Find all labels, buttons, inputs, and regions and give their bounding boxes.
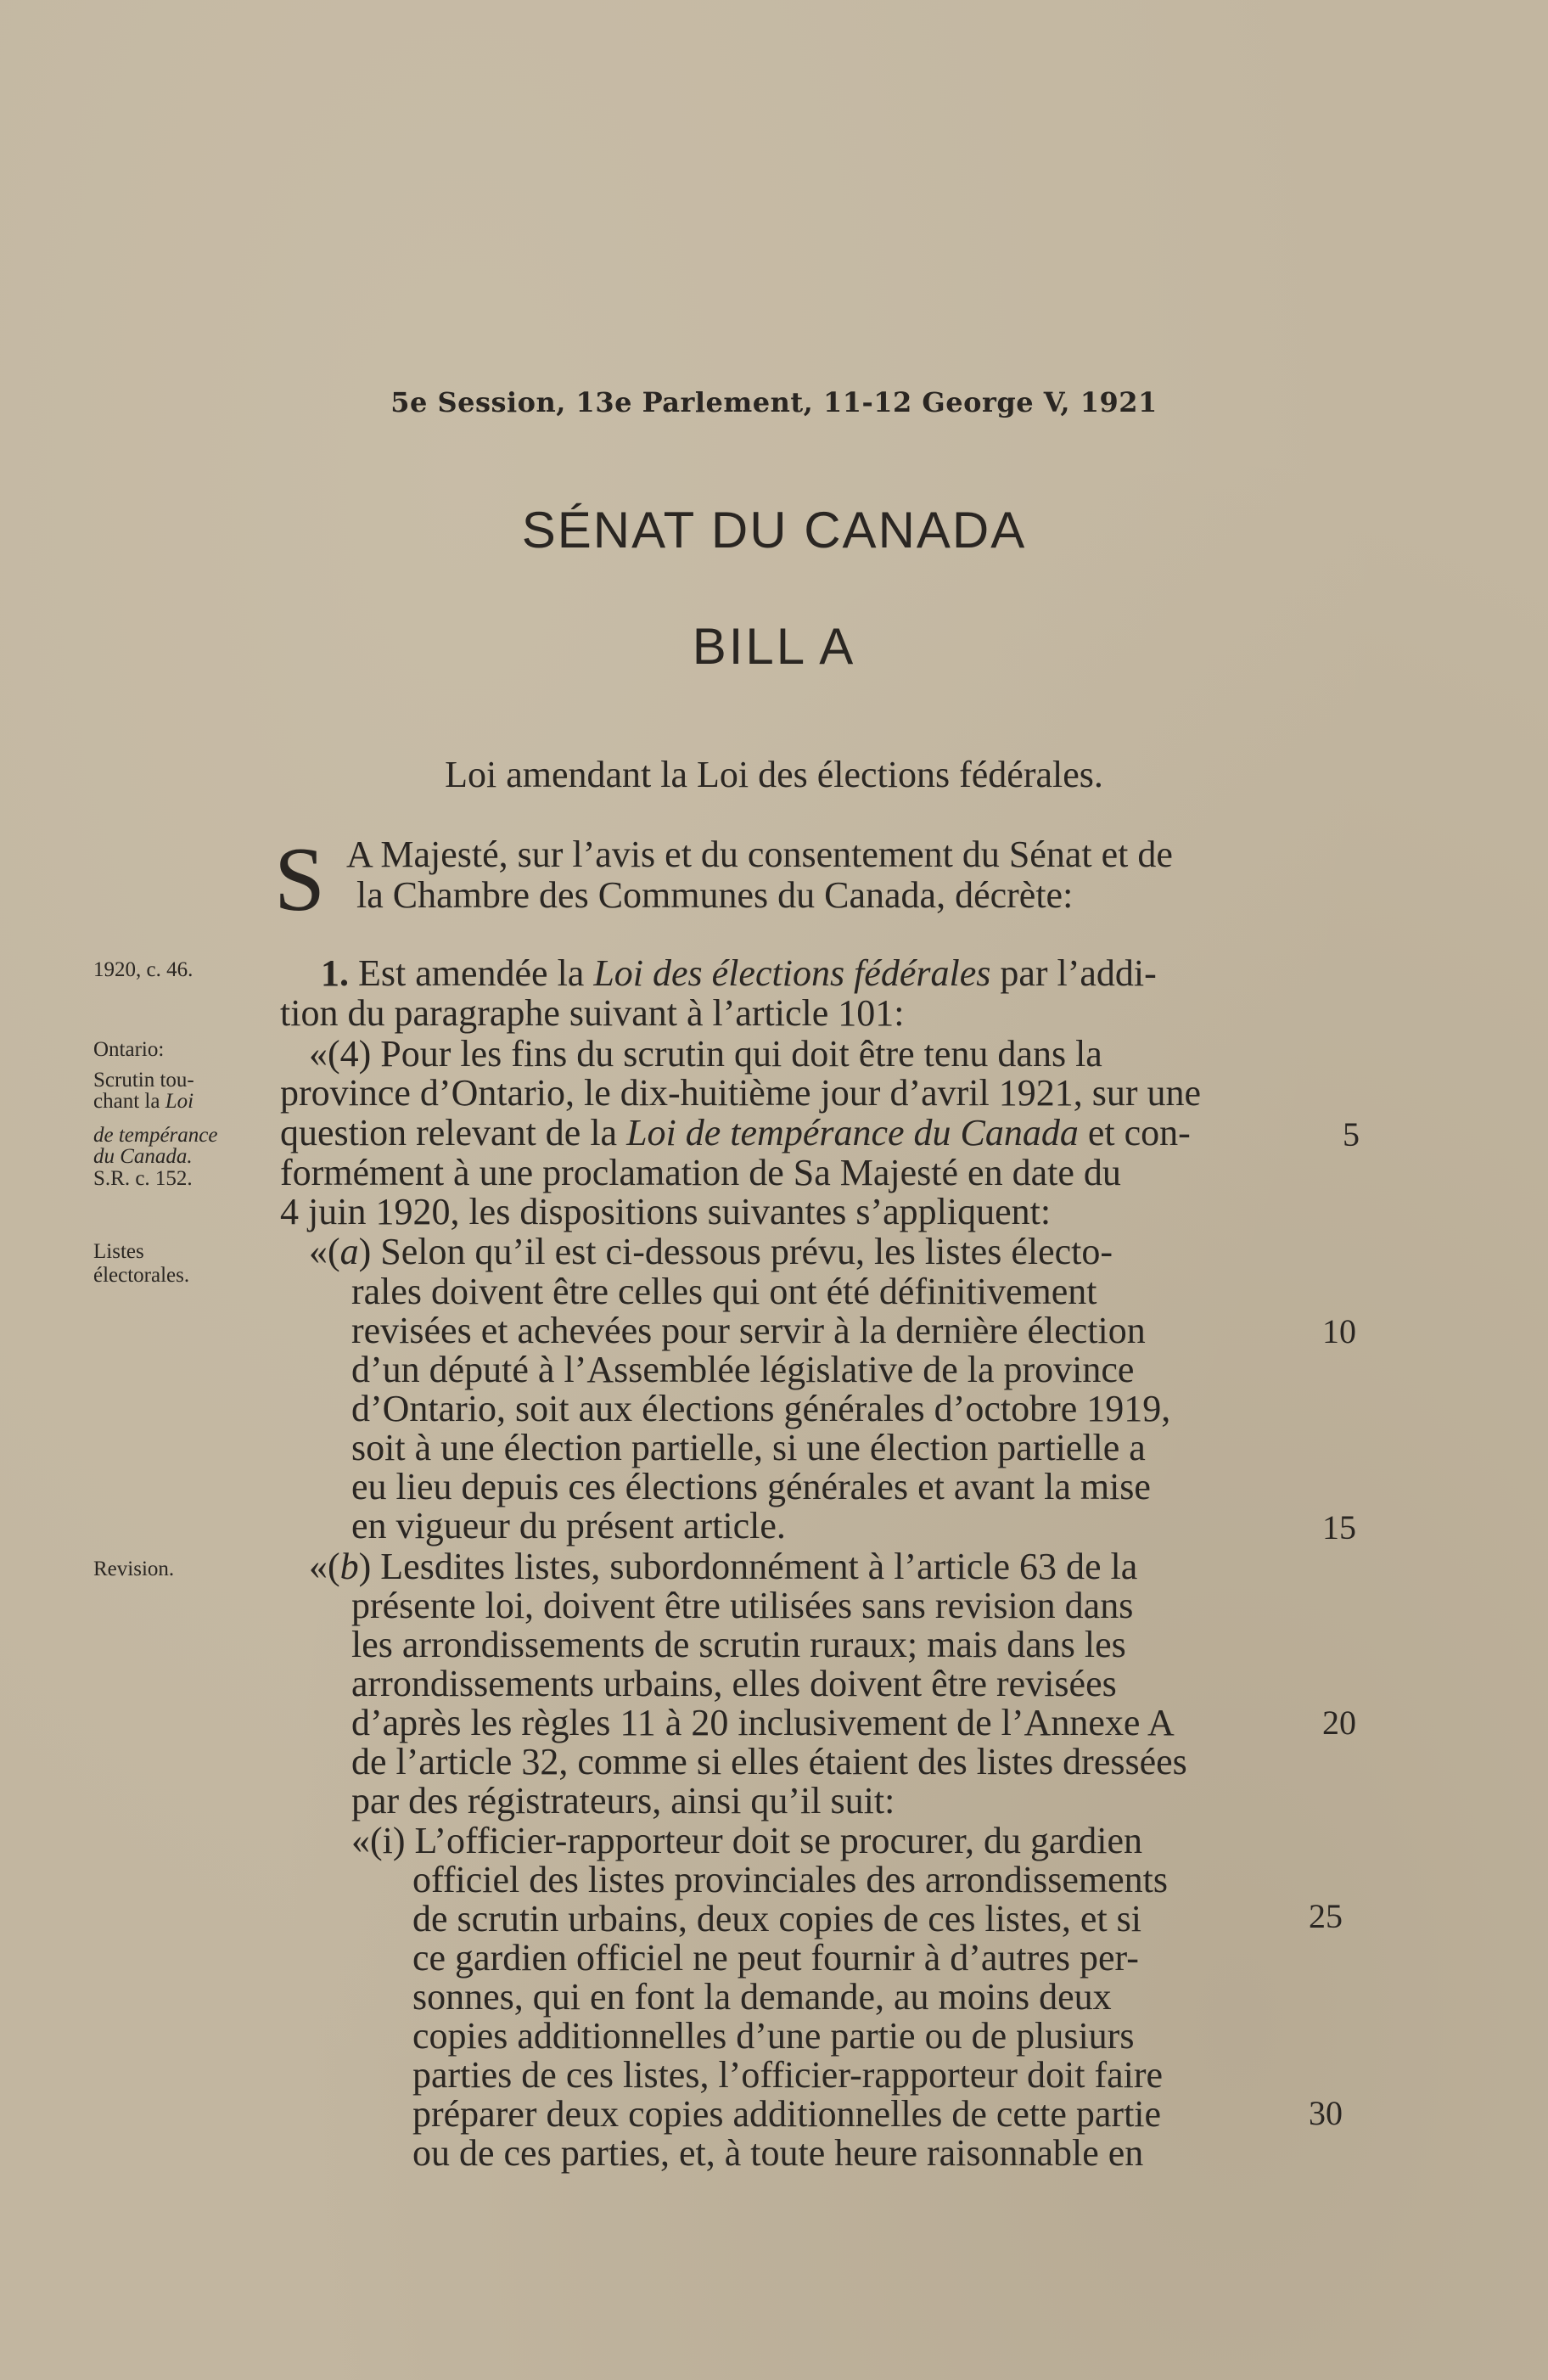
section-1-line-6: formément à une proclamation de Sa Majesté en date du	[280, 1152, 1121, 1193]
margin-note-1920: 1920, c. 46.	[93, 958, 194, 981]
para-i-line-2: officiel des listes provinciales des arrondissements	[412, 1859, 1168, 1900]
margin-note-listes: Listes	[93, 1240, 144, 1263]
para-b-line-2: présente loi, doivent être utilisées sans revision dans	[351, 1585, 1134, 1626]
dropcap-letter: S	[274, 829, 326, 930]
line-number-5: 5	[1343, 1115, 1360, 1154]
para-i-line-4: ce gardien officiel ne peut fournir à d’autres per-	[412, 1937, 1139, 1979]
para-i-line-9: ou de ces parties, et, à toute heure raisonnable en	[412, 2132, 1144, 2174]
para-a-line-5: d’Ontario, soit aux élections générales d’octobre 1919,	[351, 1388, 1171, 1429]
margin-note-chant: chant la Loi	[93, 1090, 194, 1113]
margin-note-scrutin: Scrutin tou-	[93, 1069, 194, 1092]
para-b-line-3: les arrondissements de scrutin ruraux; mais dans les	[351, 1624, 1126, 1665]
section-1-line-7: 4 juin 1920, les dispositions suivantes s’appliquent:	[280, 1191, 1052, 1232]
margin-note-electorales: électorales.	[93, 1264, 190, 1287]
section-1-line-3: «(4) Pour les fins du scrutin qui doit être tenu dans la	[309, 1033, 1102, 1075]
para-i-line-1: «(i) L’officier-rapporteur doit se procurer, du gardien	[351, 1820, 1142, 1861]
margin-note-revision: Revision.	[93, 1558, 175, 1580]
para-b-line-1: «(b) Lesdites listes, subordonnément à l’article 63 de la	[309, 1546, 1138, 1587]
preamble-line-2: la Chambre des Communes du Canada, décrète:	[356, 874, 1074, 916]
preamble-line-1: A Majesté, sur l’avis et du consentement du Sénat et de	[346, 834, 1173, 875]
para-a-line-4: d’un député à l’Assemblée législative de la province	[351, 1349, 1135, 1390]
para-b-line-5: d’après les règles 11 à 20 inclusivement de l’Annexe A	[351, 1702, 1175, 1743]
margin-note-du-canada: du Canada.	[93, 1145, 193, 1168]
para-a-line-7: eu lieu depuis ces élections générales et avant la mise	[351, 1466, 1151, 1507]
line-number-30: 30	[1309, 2094, 1343, 2132]
para-i-line-3: de scrutin urbains, deux copies de ces listes, et si	[412, 1898, 1142, 1939]
para-b-line-7: par des régistrateurs, ainsi qu’il suit:	[351, 1780, 895, 1821]
line-number-10: 10	[1322, 1312, 1356, 1350]
para-i-line-6: copies additionnelles d’une partie ou de plusiurs	[412, 2015, 1135, 2057]
line-number-15: 15	[1322, 1508, 1356, 1546]
para-a-line-3: revisées et achevées pour servir à la dernière élection	[351, 1310, 1146, 1351]
margin-note-ontario: Ontario:	[93, 1038, 165, 1061]
para-a-line-1: «(a) Selon qu’il est ci-dessous prévu, les listes électo-	[309, 1231, 1113, 1272]
line-number-25: 25	[1309, 1897, 1343, 1935]
bill-heading: BILL A	[692, 618, 856, 675]
para-i-line-5: sonnes, qui en font la demande, au moins deux	[412, 1976, 1112, 2018]
section-1-line-1: 1. Est amendée la Loi des élections fédérales par l’addi-	[321, 952, 1157, 994]
senate-heading: SÉNAT DU CANADA	[521, 502, 1027, 559]
para-b-line-4: arrondissements urbains, elles doivent être revisées	[351, 1663, 1117, 1704]
section-1-line-2: tion du paragraphe suivant à l’article 101:	[280, 992, 905, 1034]
para-i-line-7: parties de ces listes, l’officier-rapporteur doit faire	[412, 2054, 1164, 2096]
para-a-line-2: rales doivent être celles qui ont été définitivement	[351, 1271, 1097, 1312]
margin-note-sr: S.R. c. 152.	[93, 1167, 193, 1190]
bill-title: Loi amendant la Loi des élections fédérales.	[445, 754, 1103, 795]
para-b-line-6: de l’article 32, comme si elles étaient des listes dressées	[351, 1741, 1187, 1782]
section-1-line-4: province d’Ontario, le dix-huitième jour d’avril 1921, sur une	[280, 1072, 1202, 1114]
para-a-line-8: en vigueur du présent article.	[351, 1505, 786, 1546]
para-i-line-8: préparer deux copies additionnelles de cette partie	[412, 2093, 1162, 2135]
line-number-20: 20	[1322, 1704, 1356, 1742]
margin-note-temperance: de tempérance	[93, 1124, 218, 1147]
session-header: 5e Session, 13e Parlement, 11-12 George V, 1921	[390, 386, 1158, 418]
para-a-line-6: soit à une élection partielle, si une élection partielle a	[351, 1427, 1146, 1468]
section-1-line-5: question relevant de la Loi de tempérance du Canada et con-	[280, 1112, 1191, 1154]
